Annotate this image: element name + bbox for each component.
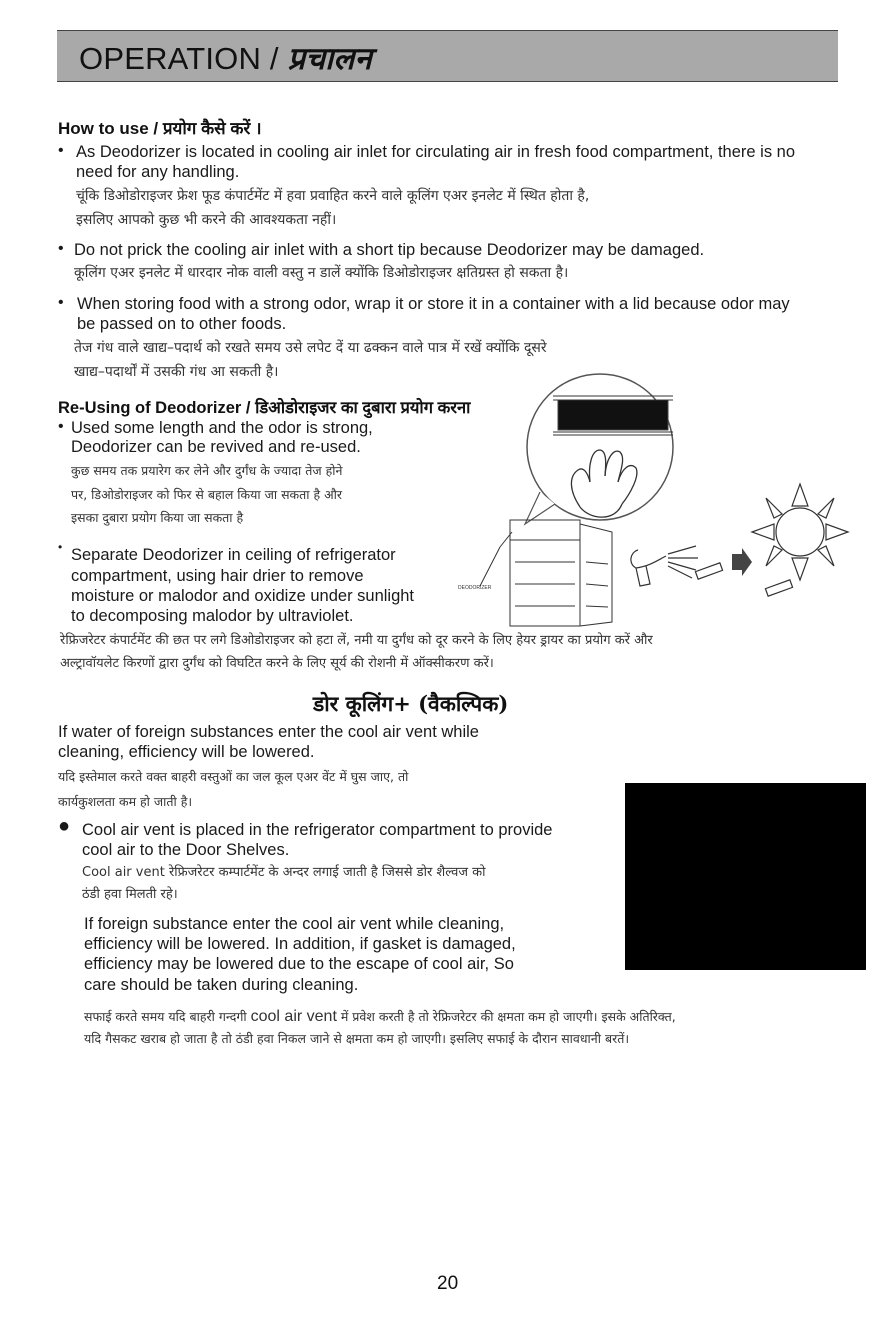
door-cooling-warn-en-1: If foreign substance enter the cool air vent while cleaning,	[84, 915, 505, 933]
door-cooling-heading: डोर कूलिंग+ (वैकल्पिक)	[313, 691, 509, 716]
reusing-item-2-en-4: to decomposing malodor by ultraviolet.	[71, 607, 354, 625]
bullet-marker: •	[58, 240, 64, 257]
door-cooling-intro-hi-2: कार्यकुशलता कम हो जाती है।	[58, 794, 193, 809]
reusing-item-2-en-1: Separate Deodorizer in ceiling of refrigerator	[71, 546, 396, 564]
door-cooling-warn-hi-1	[84, 1006, 676, 1027]
door-cooling-bullet-en-2: cool air to the Door Shelves.	[82, 841, 290, 859]
refrigerator-icon	[480, 520, 612, 626]
reusing-item-2-en-2: compartment, using hair drier to remove	[71, 567, 364, 585]
how-to-use-item-1-en-1: As Deodorizer is located in cooling air inlet for circulating air in fresh food compartment, there is no	[76, 143, 796, 161]
door-cooling-warn-hi-2: यदि गैसकट खराब हो जाता है तो ठंडी हवा निकल जाने से क्षमता कम हो जाएगी। इसलिए सफाई के दौरान सावधानी बरतें।	[84, 1031, 630, 1046]
how-to-use-item-3-hi-2: खाद्य–पदार्थों में उसकी गंध आ सकती है।	[74, 364, 279, 380]
bullet-marker: •	[58, 418, 64, 435]
how-to-use-item-3-en-1: When storing food with a strong odor, wrap it or store it in a container with a lid because odor may	[77, 295, 790, 313]
door-cooling-warn-en-2: efficiency will be lowered. In addition, if gasket is damaged,	[84, 935, 516, 953]
door-cooling-bullet-hi-1: Cool air vent रेफ्रिजरेटर कम्पार्टमेंट के अन्दर लगाई जाती है जिससे डोर शैल्वज को	[82, 865, 486, 880]
reusing-item-1-en-2: Deodorizer can be revived and re-used.	[71, 438, 361, 456]
arrow-icon	[732, 548, 752, 576]
black-image-box	[625, 783, 866, 970]
bullet-marker: •	[58, 540, 63, 554]
door-cooling-intro-en-2: cleaning, efficiency will be lowered.	[58, 743, 315, 761]
reusing-item-2-hi-1: रेफ्रिजरेटर कंपार्टमेंट की छत पर लगे डिओडोराइजर को हटा लें, नमी या दुर्गंध को दूर करने के लिए हेयर ड्रायर का प्रयोग करें और	[60, 633, 653, 648]
sun-icon	[752, 484, 848, 596]
reusing-heading: Re-Using of Deodorizer / डिओडोराइजर का दुबारा प्रयोग करना	[58, 399, 471, 417]
page-title	[79, 37, 372, 79]
how-to-use-item-2-hi-1: कूलिंग एअर इनलेट में धारदार नोक वाली वस्तु न डालें क्योंकि डिओडोराइजर क्षतिग्रस्त हो सकता है।	[74, 265, 569, 281]
magnifier-callout	[525, 374, 673, 524]
diagram-label: DEODORIZER	[458, 585, 492, 591]
page-title-hi: प्रचालन	[287, 41, 372, 77]
how-to-use-heading: How to use / प्रयोग कैसे करें ।	[58, 119, 262, 138]
door-cooling-warn-hi-1a: सफाई करते समय यदि बाहरी गन्दगी	[84, 1009, 251, 1024]
door-cooling-warn-en-3: efficiency may be lowered due to the escape of cool air, So	[84, 955, 514, 973]
door-cooling-warn-hi-1c: में प्रवेश करती है तो रेफ्रिजरेटर की क्षमता कम हो जाएगी। इसके अतिरिक्त,	[336, 1009, 676, 1024]
how-to-use-item-2-en-1: Do not prick the cooling air inlet with a short tip because Deodorizer may be damaged.	[74, 241, 705, 259]
bullet-marker: •	[58, 142, 64, 159]
how-to-use-item-1-hi-2: इसलिए आपको कुछ भी करने की आवश्यकता नहीं।	[76, 212, 337, 228]
reusing-item-2-hi-2: अल्ट्रावॉयलेट किरणों द्वारा दुर्गंध को विघटित करने के लिए सूर्य की रोशनी में ऑक्सीकरण करें।	[60, 656, 494, 671]
bullet-marker: •	[58, 294, 64, 311]
how-to-use-item-3-en-2: be passed on to other foods.	[77, 315, 287, 333]
reusing-item-1-hi-2: पर, डिओडोराइजर को फिर से बहाल किया जा सकता है और	[71, 487, 342, 502]
reusing-item-2-en-3: moisture or malodor and oxidize under sunlight	[71, 587, 415, 605]
how-to-use-item-1-hi-1: चूंकि डिओडोराइजर फ्रेश फूड कंपार्टमेंट में हवा प्रवाहित करने वाले कूलिंग एअर इनलेट में स्थित होता है,	[76, 188, 590, 204]
door-cooling-intro-hi-1: यदि इस्तेमाल करते वक्त बाहरी वस्तुओं का जल कूल एअर वेंट में घुस जाए, तो	[58, 769, 409, 784]
page-title-en: OPERATION /	[79, 41, 279, 76]
deodorizer-illustration	[458, 372, 870, 634]
door-cooling-intro-en-1: If water of foreign substances enter the cool air vent while	[58, 723, 479, 741]
door-cooling-warn-en-4: care should be taken during cleaning.	[84, 976, 359, 994]
page-number: 20	[437, 1273, 459, 1294]
door-cooling-warn-hi-1b: cool air vent	[250, 1008, 337, 1025]
hair-dryer-icon	[631, 546, 723, 586]
reusing-item-1-hi-3: इसका दुबारा प्रयोग किया जा सकता है	[71, 510, 244, 525]
how-to-use-item-1-en-2: need for any handling.	[76, 163, 240, 181]
reusing-item-1-hi-1: कुछ समय तक प्रयारेग कर लेने और दुर्गंध के ज्यादा तेज होने	[71, 463, 343, 478]
how-to-use-item-3-hi-1: तेज गंध वाले खाद्य–पदार्थ को रखते समय उसे लपेट दें या ढक्कन वाले पात्र में रखें क्योंकि दूसरे	[74, 340, 547, 356]
door-cooling-bullet-hi-2: ठंडी हवा मिलती रहे।	[82, 887, 178, 902]
door-cooling-bullet-en-1: Cool air vent is placed in the refrigerator compartment to provide	[82, 821, 553, 839]
bullet-marker: ●	[58, 815, 71, 837]
reusing-item-1-en-1: Used some length and the odor is strong,	[71, 419, 373, 437]
